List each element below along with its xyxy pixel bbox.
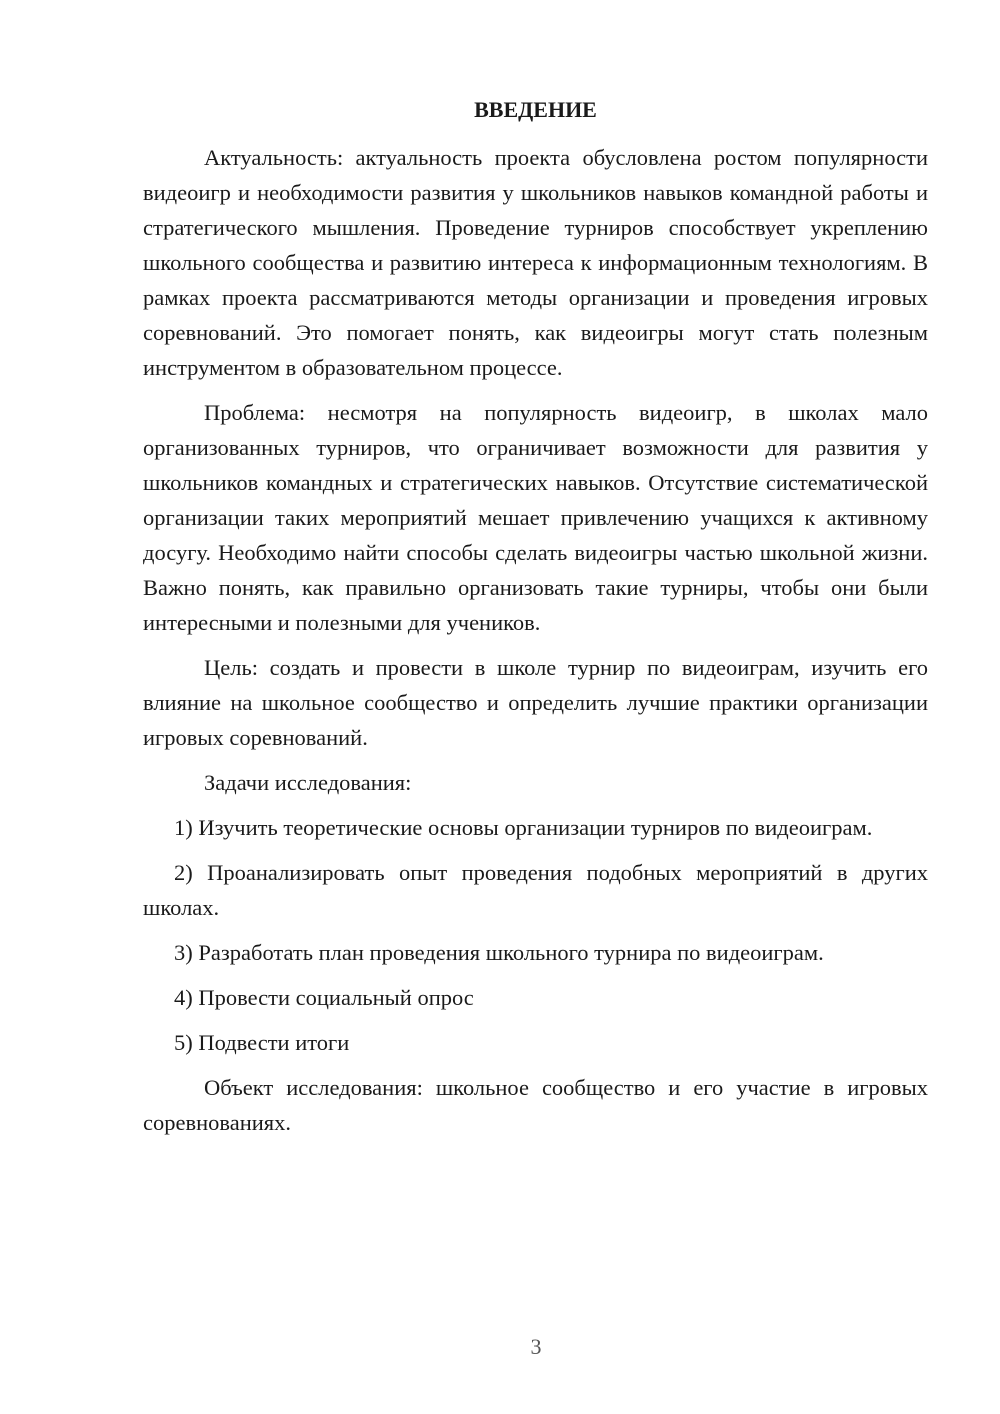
paragraph-goal: Цель: создать и провести в школе турнир по видеоиграм, изучить его влияние на школьное сообщество и определить лучшие практики организации игровых соревнований. xyxy=(143,655,928,750)
section-title: ВВЕДЕНИЕ xyxy=(474,97,597,122)
task-item: 3) Разработать план проведения школьного турнира по видеоиграм. xyxy=(174,940,824,965)
task-item: 4) Провести социальный опрос xyxy=(174,985,474,1010)
page-content xyxy=(143,90,928,1150)
paragraph-object: Объект исследования: школьное сообщество и его участие в игровых соревнованиях. xyxy=(143,1075,928,1135)
task-item: 2) Проанализировать опыт проведения подобных мероприятий в других школах. xyxy=(143,860,928,920)
task-item: 5) Подвести итоги xyxy=(174,1030,350,1055)
paragraph-relevance: Актуальность: актуальность проекта обусловлена ростом популярности видеоигр и необходимости развития у школьников навыков командной работы и стратегического мышления. Проведение турниров способствует укреплению школьного сообщества и развитию интереса к информационным технологиям. В рамках проекта рассматриваются методы организации и проведения игровых соревнований. Это помогает понять, как видеоигры могут стать полезным инструментом в образовательном процессе. xyxy=(143,145,928,380)
paragraph-problem: Проблема: несмотря на популярность видеоигр, в школах мало организованных турниров, что ограничивает возможности для развития у школьников командных и стратегических навыков. Отсутствие систематической организации таких мероприятий мешает привлечению учащихся к активному досугу. Необходимо найти способы сделать видеоигры частью школьной жизни. Важно понять, как правильно организовать такие турниры, чтобы они были интересными и полезными для учеников. xyxy=(143,400,928,635)
paragraph-tasks-heading: Задачи исследования: xyxy=(204,770,412,795)
task-item: 1) Изучить теоретические основы организации турниров по видеоиграм. xyxy=(174,815,873,840)
page-number: 3 xyxy=(530,1334,542,1359)
